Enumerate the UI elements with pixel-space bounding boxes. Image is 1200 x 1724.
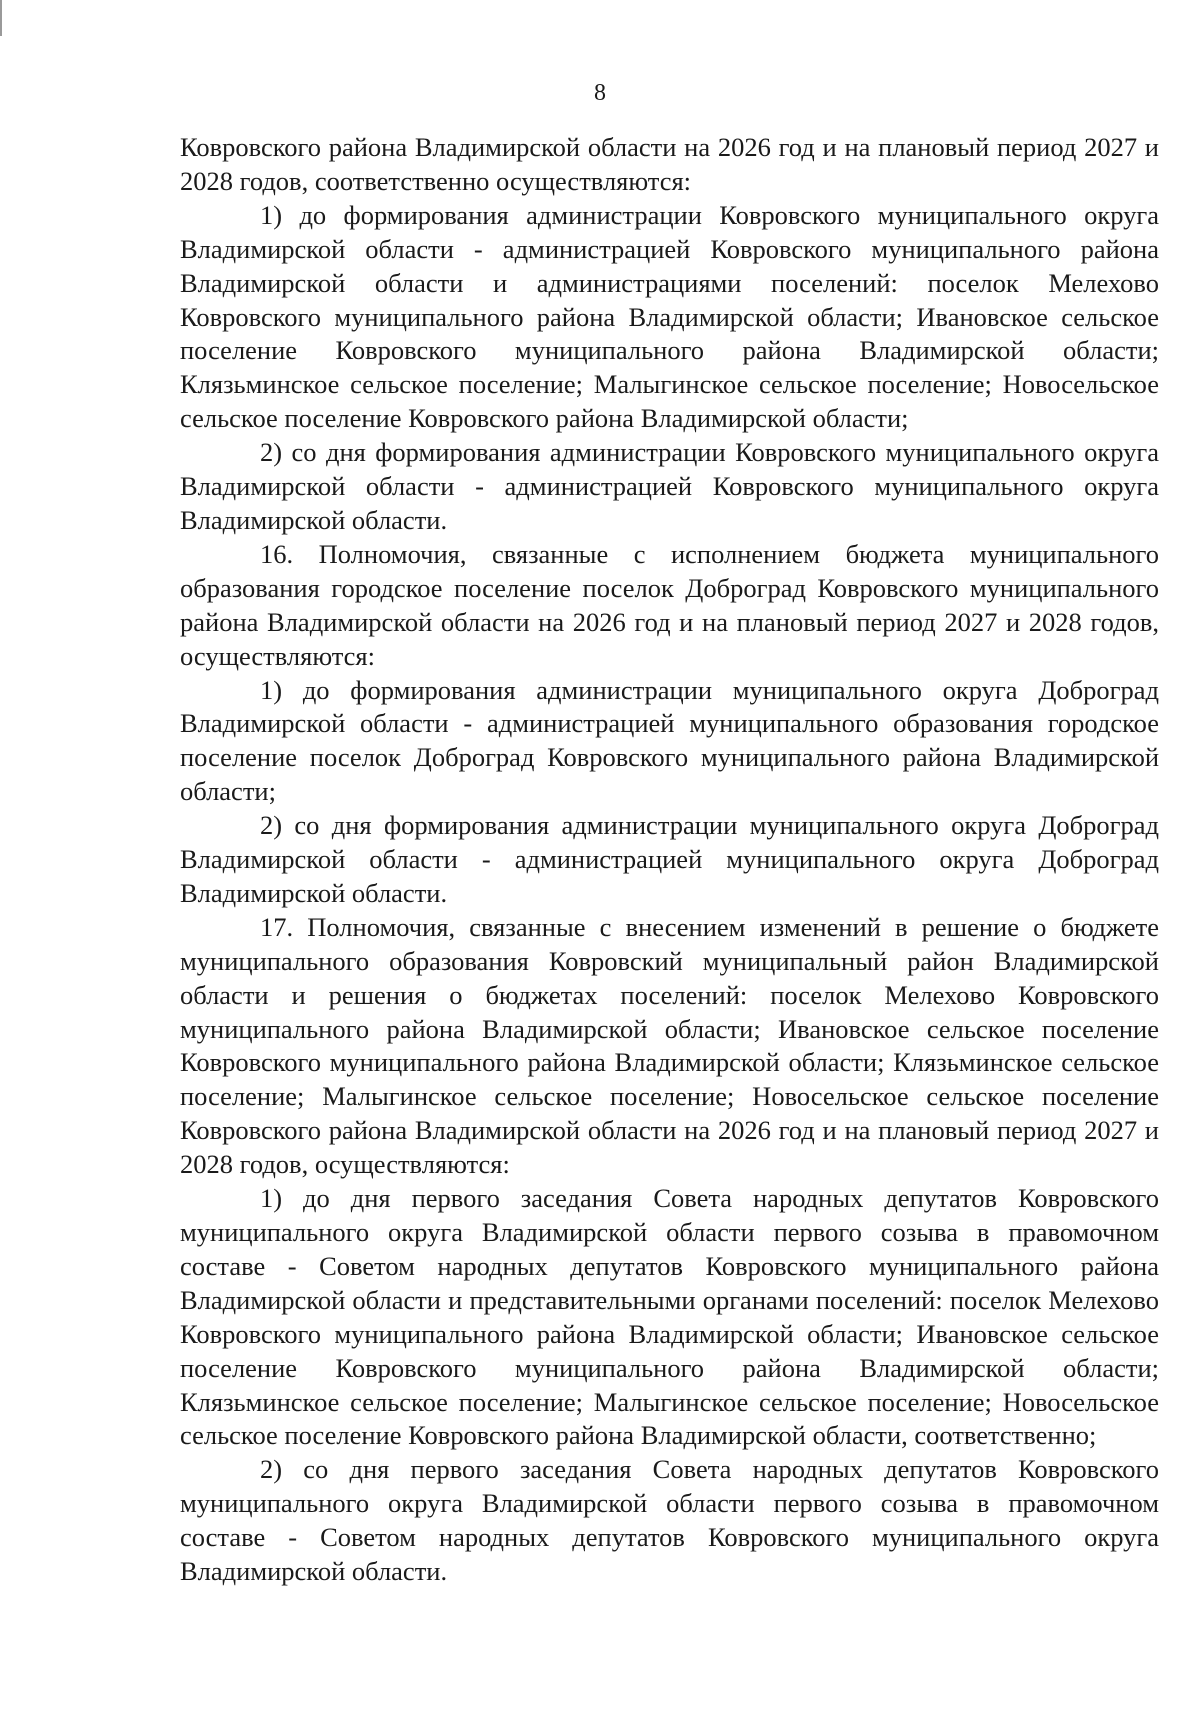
paragraph-clause-16: 16. Полномочия, связанные с исполнением бюджета муниципального образования городское поселение поселок Доброград Ковровского муниципального района Владимирской области на 2026 год и на плановый период 2027 и 2028 годов, осуществляются: [180, 538, 1159, 671]
paragraph-continuation: Ковровского района Владимирской области на 2026 год и на плановый период 2027 и 2028 годов, соответственно осуществляются: [180, 132, 1159, 196]
paragraph-clause-17-item-2: 2) со дня первого заседания Совета народных депутатов Ковровского муниципального округа Владимирской области первого созыва в правомочном составе - Советом народных депутатов Ковровского муниципального округа Владимирской области. [180, 1454, 1159, 1587]
page-number: 8 [594, 80, 606, 106]
paragraph-item-2: 2) со дня формирования администрации Ковровского муниципального округа Владимирской области - администрацией Ковровского муниципального округа Владимирской области. [180, 437, 1159, 535]
document-body [180, 131, 1159, 1589]
paragraph-clause-16-item-1: 1) до формирования администрации муниципального округа Доброград Владимирской области - администрацией муниципального образования городское поселение поселок Доброград Ковровского муниципального района Владимирской области; [180, 674, 1159, 807]
paragraph-clause-17-item-1: 1) до дня первого заседания Совета народных депутатов Ковровского муниципального округа Владимирской области первого созыва в правомочном составе - Советом народных депутатов Ковровского муниципального района Владимирской области и представительными органами поселений: поселок Мелехово Ковровского муниципального района Владимирской области; Ивановское сельское поселение Ковровского муниципального района Владимирской области; Клязьминское сельское поселение; Малыгинское сельское поселение; Новосельское сельское поселение Ковровского района Владимирской области, соответственно; [180, 1183, 1159, 1451]
paragraph-clause-17: 17. Полномочия, связанные с внесением изменений в решение о бюджете муниципального образования Ковровский муниципальный район Владимирской области и решения о бюджетах поселений: поселок Мелехово Ковровского муниципального района Владимирской области; Ивановское сельское поселение Ковровского муниципального района Владимирской области; Клязьминское сельское поселение; Малыгинское сельское поселение; Новосельское сельское поселение Ковровского района Владимирской области на 2026 год и на плановый период 2027 и 2028 годов, осуществляются: [180, 911, 1159, 1180]
scan-edge-mark [0, 0, 2, 36]
paragraph-clause-16-item-2: 2) со дня формирования администрации муниципального округа Доброград Владимирской области - администрацией муниципального округа Доброград Владимирской области. [180, 810, 1159, 908]
paragraph-item-1: 1) до формирования администрации Ковровского муниципального округа Владимирской области - администрацией Ковровского муниципального района Владимирской области и администрациями поселений: поселок Мелехово Ковровского муниципального района Владимирской области; Ивановское сельское поселение Ковровского муниципального района Владимирской области; Клязьминское сельское поселение; Малыгинское сельское поселение; Новосельское сельское поселение Ковровского района Владимирской области; [180, 199, 1159, 434]
